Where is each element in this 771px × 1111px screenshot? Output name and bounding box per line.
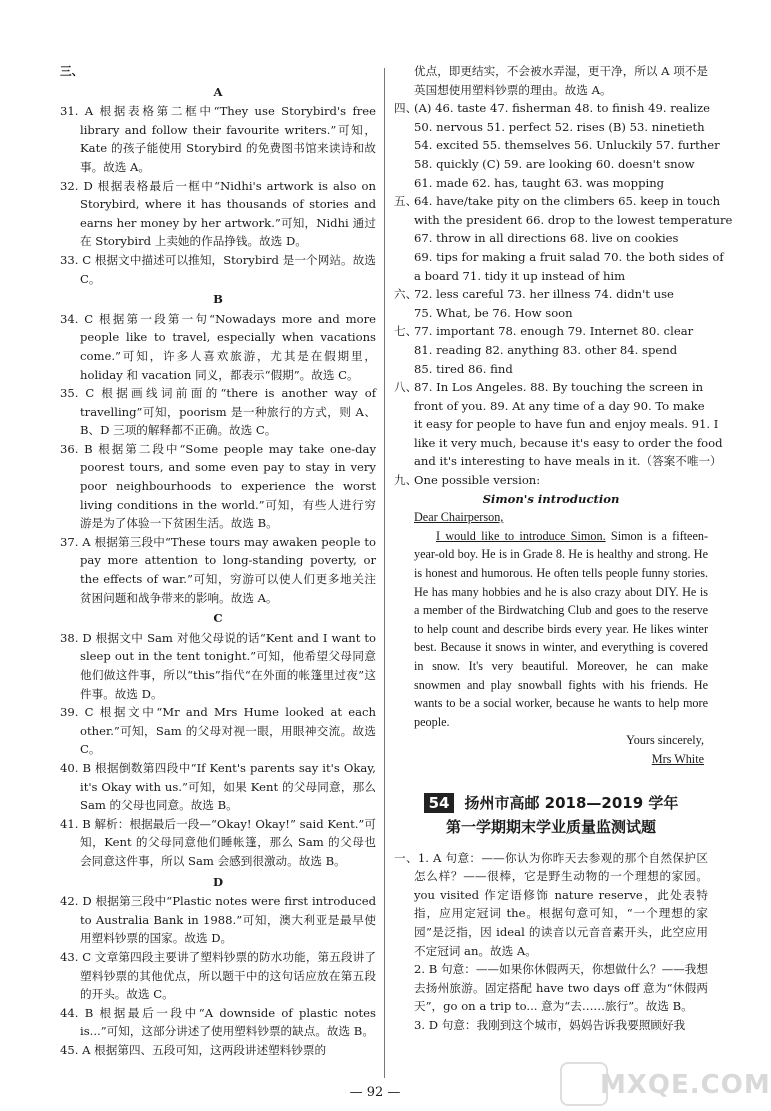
left-answer-line [60,533,376,607]
right-answer-line [394,229,708,248]
line-text: front of you. 89. At any time of a day 90. To make [414,398,705,413]
exam-title-line2: 第一学期期末学业质量监测试题 [445,817,656,836]
line-text: A [213,84,223,99]
right-answer-line [394,192,721,211]
line-text: 37. A 根据第三段中“These tours may awaken people to pay more attention to long-standing poverty, or the effects of war.”可知，穷游可以使人们更多地关注贫困问题和战争带来的影响。故选 A。 [60,534,376,605]
right-answer-line [394,155,708,174]
line-text: C [213,611,223,626]
line-text: it easy for people to have fun and enjoy meals. 91. I [414,417,719,432]
right-answer-line [394,118,708,137]
line-text: 67. throw in all directions 68. live on cookies [414,231,679,246]
line-text: 44. B 根据最后一段中“A downside of plastic notes is...”可知，这部分讲述了使用塑料钞票的缺点。故选 B。 [60,1005,376,1039]
line-text: 45. A 根据第四、五段可知，这两段讲述塑料钞票的 [60,1042,327,1057]
section-label [60,62,376,81]
page-number: — 92 — [349,1085,401,1100]
left-answer-line [60,892,376,948]
exam-answer-line [394,960,708,1016]
exam-number-badge: 54 [424,793,455,813]
line-text: a board 71. tidy it up instead of him [414,268,626,283]
right-answer-line [394,285,708,304]
line-text: B [213,292,223,307]
right-answer-line [394,471,708,490]
exam-54-answers [394,849,708,1035]
watermark: MXQE.COM [600,1070,771,1100]
line-text: D [212,874,224,889]
line-text: 54. excited 55. themselves 56. Unluckily 57. further [414,138,720,153]
line-text: 三、 [60,64,84,78]
right-answer-line [394,304,708,323]
line-text: 58. quickly (C) 59. are looking 60. doesn't snow [414,156,695,171]
essay-body-text: Simon is a fifteen-year-old boy. He is in Grade 8. He is healthy and strong. He is honest and humorous. He often tells people funny stories. He has many hobbies and he is also crazy about DIY. He is a member of the Birdwatching Club and goes to the reserve to help count and describe birds every year. He likes winter best. Because it snows in winter, and everything is covered in snow. It's very beautiful. Moreover, he can make snowmen and play snowball fights with his friends. He wants to be a social worker, because he wants to help more people. [414,528,709,729]
left-answer-line [60,1041,376,1060]
left-answer-line [60,815,376,871]
page-number-value: 92 [366,1085,384,1100]
right-answer-line [394,360,708,379]
left-answer-line [60,251,376,288]
line-text: 35. C 根据画线词前面的“there is another way of travelling”可知，poorism 是一种旅行的方式，则 A、B、D 三项的解释都不正确。故选 C。 [60,386,376,438]
line-text: 64. have/take pity on the climbers 65. keep in touch [414,194,721,209]
line-text: 87. In Los Angeles. 88. By touching the screen in [414,380,704,395]
left-answer-line [60,102,376,176]
line-text: like it very much, because it's easy to order the food [414,435,723,450]
line-text: and it's interesting to have meals in it.（答案不唯一） [414,454,722,469]
writing-sample [394,490,708,769]
left-answer-line [60,703,376,759]
line-text: 77. important 78. enough 79. Internet 80. clear [414,324,694,339]
right-answer-line [394,434,723,453]
left-answer-line [60,629,376,703]
line-text: 75. What, be 76. How soon [414,305,573,320]
exam-answer-line [394,1016,708,1035]
left-answer-line [60,759,376,815]
essay-title: Simon's introduction [482,491,620,506]
left-answer-line [60,384,376,440]
line-text: 一、1. A 句意：——你认为你昨天去参观的那个自然保护区怎么样？——很棒，它是野生动物的一个理想的家园。you visited 作定语修饰 nature reserve，此处表特指，应用定冠词 the。根据句意可知，“一个理想的家园”是泛指，因 ideal 的读音以元音音素开头，此空应用不定冠词 an。故选 A。 [394,850,708,958]
line-text: 39. C 根据文中“Mr and Mrs Hume looked at each other.”可知，Sam 的父母对视一眼，用眼神交流。故选 C。 [60,705,376,757]
right-column [394,62,733,1035]
line-text: 41. B 解析：根据最后一段—“Okay! Okay!” said Kent.”可知，Kent 的父母同意他们睡帐篷，那么 Sam 的父母也会同意这件事，所以 Sam 会感到很激动。故选 B。 [60,816,376,868]
line-text: 81. reading 82. anything 83. other 84. spend [414,342,678,357]
line-text: 69. tips for making a fruit salad 70. the both sides of [414,249,724,264]
right-answer-line [394,62,708,99]
right-answer-line [394,136,720,155]
right-answer-line [394,415,719,434]
line-text: 42. D 根据第三段中“Plastic notes were first introduced to Australia Bank in 1988.”可知，澳大利亚是最早使用塑料钞票的国家。故选 D。 [60,894,376,946]
line-text: 31. A 根据表格第二框中“They use Storybird's free library and follow their favourite writers.”可知，Kate 的孩子能使用 Storybird 的免费图书馆来读诗和故事。故选 A。 [60,104,376,174]
right-answer-line [394,452,722,471]
left-answer-line [60,310,376,384]
right-answer-line [394,267,708,286]
line-text: 38. D 根据文中 Sam 对他父母说的话“Kent and I want to sleep out in the tent tonight.”可知，他希望父母同意他们做这件事，所以“this”指代“在外面的帐篷里过夜”这件事。故选 D。 [60,630,376,701]
answers-sections-4-to-9 [394,62,733,490]
line-text: 40. B 根据倒数第四段中“If Kent's parents say it's Okay, it's Okay with us.”可知，如果 Kent 的父母同意，那么 Sam 的父母也同意。故选 B。 [60,760,376,813]
line-text: 85. tired 86. find [414,361,513,376]
line-text: 43. C 文章第四段主要讲了塑料钞票的防水功能，第五段讲了塑料钞票的其他优点，所以题干中的这句话应放在第五段的开头。故选 C。 [60,949,376,1002]
right-answer-line [394,174,708,193]
line-text: 33. C 根据文中描述可以推知，Storybird 是一个网站。故选 C。 [60,252,376,286]
section-number: 六、 [394,287,418,302]
line-text: (A) 46. taste 47. fisherman 48. to finish 49. realize [414,101,710,116]
right-answer-line [394,397,708,416]
section-number: 四、 [394,101,418,116]
exam-heading [394,791,708,839]
section-number: 五、 [394,194,418,209]
right-answer-line [394,341,708,360]
right-answer-line [394,322,708,341]
right-answer-line [394,248,724,267]
line-text: 2. B 句意：——如果你休假两天，你想做什么？——我想去扬州旅游。固定搭配 have two days off 意为“休假两天”，go on a trip to... 意为“去……旅行”。故选 B。 [414,962,708,1014]
left-answer-line [60,177,376,251]
line-text: 32. D 根据表格最后一框中“Nidhi's artwork is also on Storybird, where it has thousands of stories and earns her money by her artwork.”可知，Nidhi 通过在 Storybird 上卖她的作品挣钱。故选 D。 [60,178,376,249]
exam-title-line1: 扬州市高邮 2018—2019 学年 [464,793,679,812]
line-text: One possible version: [414,473,541,488]
section-number: 九、 [394,473,418,488]
left-column [60,62,376,1059]
passage-label [60,609,376,628]
line-text: with the president 66. drop to the lowest temperature [414,212,733,227]
line-text: 61. made 62. has, taught 63. was mopping [414,175,665,190]
exam-answer-line [394,849,708,961]
section-number: 七、 [394,324,418,339]
right-answer-line [394,99,708,118]
passage-label [60,83,376,102]
line-text: 3. D 句意：我刚到这个城市，妈妈告诉我要照顾好我 [414,1017,686,1032]
essay-closing: Yours sincerely, [626,733,704,748]
left-answer-line [60,1004,376,1041]
passage-label [60,873,376,892]
passage-label [60,290,376,309]
essay-signature: Mrs White [651,751,704,766]
essay-body [394,527,708,732]
column-divider [384,68,385,1078]
line-text: 50. nervous 51. perfect 52. rises (B) 53. ninetieth [414,119,705,134]
line-text: 优点，即更结实，不会被水弄湿，更干净，所以 A 项不是英国想使用塑料钞票的理由。故选 A。 [414,64,708,97]
right-answer-line [394,378,708,397]
line-text: 72. less careful 73. her illness 74. didn't use [414,287,674,302]
left-answer-line [60,948,376,1004]
left-answer-line [60,440,376,533]
essay-salutation: Dear Chairperson, [414,510,504,525]
right-answer-line [394,211,733,230]
section-number: 八、 [394,380,418,395]
line-text: 36. B 根据第二段中“Some people may take one-day poorest tours, and some even pay to stay in very poor neighbourhoods to experience the worst living conditions in the world.”可知，有些人进行穷游是为了体验一下贫困生活。故选 B。 [60,441,376,531]
line-text: 34. C 根据第一段第一句“Nowadays more and more people like to travel, especially when vacations come.”可知，许多人喜欢旅游，尤其是在假期里，holiday 和 vacation 同义，都表示“假期”。故选 C。 [60,311,376,382]
essay-first-sentence: I would like to introduce Simon. [436,528,606,543]
